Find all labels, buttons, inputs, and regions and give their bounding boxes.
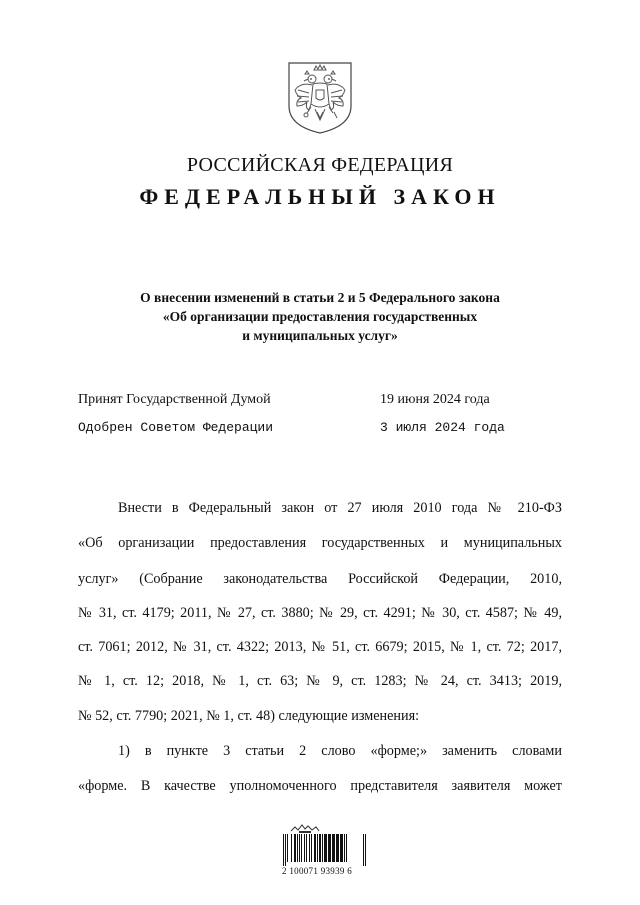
barcode-bar (340, 834, 342, 862)
barcode-bar (297, 834, 298, 862)
barcode-bar (311, 834, 312, 862)
barcode-bars (282, 834, 368, 866)
barcode-bar (287, 834, 288, 862)
barcode-bar (304, 834, 305, 862)
country-name: РОССИЙСКАЯ ФЕДЕРАЦИЯ (186, 154, 454, 176)
law-title-line: О внесении изменений в статьи 2 и 5 Федерального закона (140, 290, 500, 305)
body-line: «форме. В качестве уполномоченного представителя заявителя может (78, 778, 562, 794)
barcode-bar (326, 834, 327, 862)
barcode-bar (301, 834, 302, 862)
barcode-bar (317, 834, 318, 862)
body-line: № 52, ст. 7790; 2021, № 1, ст. 48) следующие изменения: (78, 708, 420, 724)
council-approval-label: Одобрен Советом Федерации (78, 420, 274, 435)
body-line: 1) в пункте 3 статьи 2 слово «форме;» заменить словами (118, 743, 562, 759)
barcode-bar (338, 834, 339, 862)
body-line: услуг» (Собрание законодательства Российской Федерации, 2010, (78, 571, 562, 587)
barcode-bar (285, 834, 286, 866)
law-title (80, 288, 560, 345)
barcode-bar (294, 834, 296, 862)
body-line: № 1, ст. 12; 2018, № 1, ст. 63; № 9, ст. 1283; № 24, ст. 3413; 2019, (78, 673, 562, 689)
state-emblem-icon (285, 60, 355, 136)
barcode-bar (346, 834, 347, 862)
council-approval-date: 3 июля 2024 года (380, 420, 505, 435)
barcode-bar (319, 834, 321, 862)
barcode-stamp-mark (290, 822, 320, 834)
barcode-bar (291, 834, 292, 862)
council-approval-row (78, 420, 562, 440)
barcode-bar (365, 834, 366, 866)
law-title-line: и муниципальных услуг» (242, 328, 398, 343)
barcode-bar (336, 834, 338, 862)
body-line: Внести в Федеральный закон от 27 июля 2010 года № 210-ФЗ (118, 500, 562, 516)
barcode-bar (330, 834, 331, 862)
barcode-bar (344, 834, 345, 862)
duma-adoption-date: 19 июня 2024 года (380, 392, 490, 407)
duma-adoption-label: Принят Государственной Думой (78, 392, 271, 407)
barcode-bar (363, 834, 364, 866)
barcode-bar (332, 834, 334, 862)
barcode-bar (324, 834, 326, 862)
law-title-line: «Об организации предоставления государственных (162, 309, 478, 324)
barcode-bar (342, 834, 343, 862)
barcode-bar (299, 834, 300, 862)
barcode-bar (322, 834, 323, 862)
body-line: «Об организации предоставления государственных и муниципальных (78, 535, 562, 551)
barcode-bar (283, 834, 284, 866)
barcode-bar (306, 834, 307, 862)
law-type-heading: ФЕДЕРАЛЬНЫЙ ЗАКОН (139, 184, 501, 209)
duma-adoption-row (78, 392, 562, 412)
body-line: № 31, ст. 4179; 2011, № 27, ст. 3880; № 29, ст. 4291; № 30, ст. 4587; № 49, (78, 605, 562, 621)
barcode-number: 2 100071 93939 6 (282, 866, 353, 876)
document-barcode (282, 822, 368, 880)
body-line: ст. 7061; 2012, № 31, ст. 4322; 2013, № 51, ст. 6679; 2015, № 1, ст. 72; 2017, (78, 639, 562, 655)
barcode-bar (309, 834, 310, 862)
barcode-bar (328, 834, 330, 862)
barcode-bar (314, 834, 316, 862)
barcode-bar (334, 834, 335, 862)
